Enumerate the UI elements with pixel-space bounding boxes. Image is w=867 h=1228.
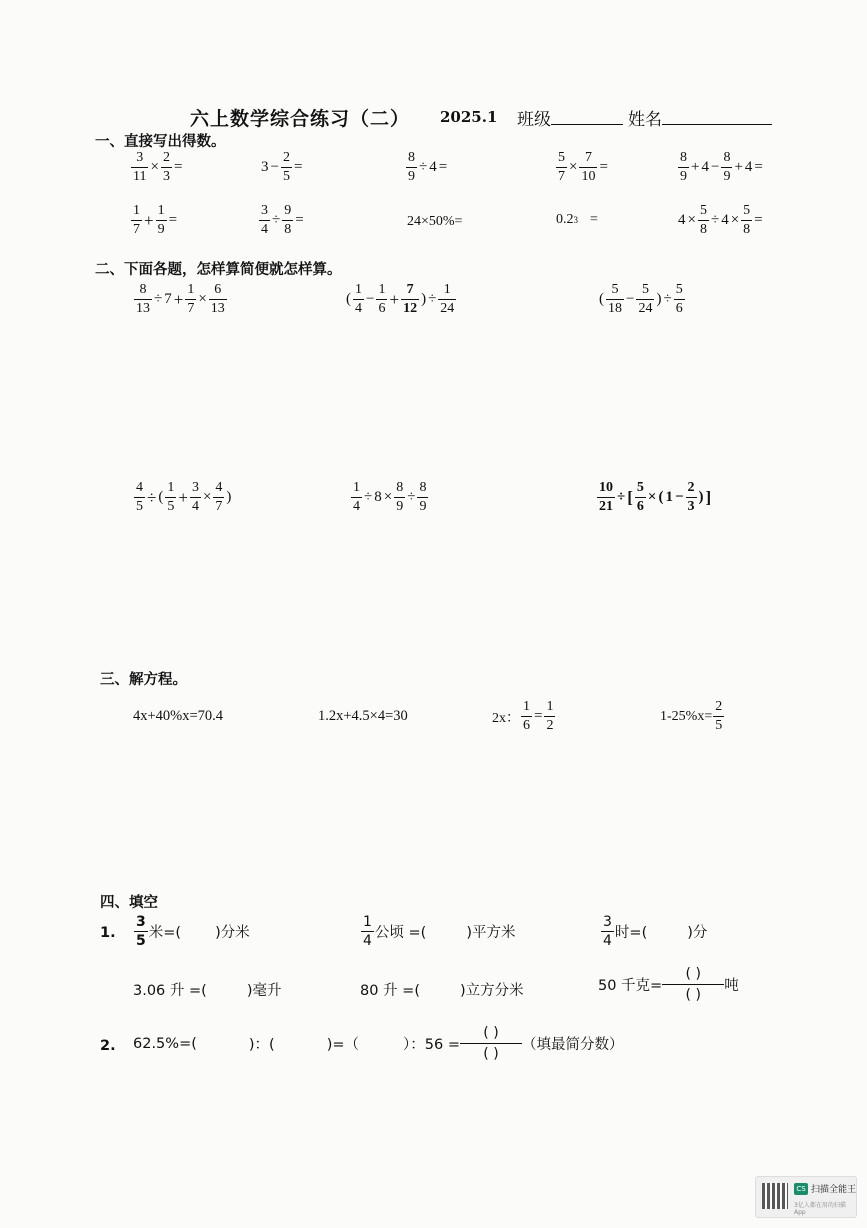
q1-b: 3 − $\frac{2}{5}$ =	[261, 150, 303, 184]
scanner-app-name: 扫描全能王	[811, 1185, 857, 1195]
q1-e: $\frac{8}{9}$ + 4 − $\frac{8}{9}$ + 4 =	[680, 150, 763, 184]
q2-f: $\frac{10}{21}$ ÷ [ $\frac{5}{6}$ × ( 1 − $\frac{2}{3}$ ) ]	[599, 480, 712, 514]
page-date: 2025.1	[440, 108, 498, 126]
name-field	[628, 105, 772, 130]
q4-r2a: 3.06 升 =( )毫升	[133, 983, 282, 999]
q1-f: $\frac{1}{7}$ + $\frac{1}{9}$ =	[133, 203, 178, 237]
q1-g: $\frac{3}{4}$ ÷ $\frac{9}{8}$ =	[261, 203, 304, 237]
q1-d: $\frac{5}{7}$ × $\frac{7}{10}$ =	[558, 150, 608, 184]
section-3-heading: 三、解方程。	[100, 672, 187, 688]
scanner-logo-icon: CS	[794, 1183, 808, 1195]
section-4-heading: 四、填空	[100, 895, 158, 911]
q1-i: 0.2 3 =	[556, 212, 598, 227]
q4-r1b: $\frac{1}{4}$ 公顷 =( )平方米	[363, 914, 516, 949]
q2-d: $\frac{4}{5}$ ÷ ( $\frac{1}{5}$ + $\frac{3}{4}$ × $\frac{4}{7}$ )	[136, 480, 232, 514]
class-label: 班级	[517, 110, 551, 130]
section-1-heading: 一、直接写出得数。	[95, 134, 226, 150]
q4-r2c: 50 千克= $\frac{( )}{( )}$ 吨	[598, 966, 739, 1003]
qr-code-icon	[762, 1183, 788, 1209]
scanner-watermark	[755, 1176, 857, 1218]
q2-a: $\frac{8}{13}$ ÷ 7 + $\frac{1}{7}$ × $\frac{6}{13}$	[136, 282, 225, 316]
q3-c: 2x： $\frac{1}{6}$ = $\frac{1}{2}$	[492, 699, 554, 733]
section-2-heading: 二、下面各题，怎样算简便就怎样算。	[95, 262, 342, 278]
name-blank	[662, 109, 772, 125]
q2-c: ( $\frac{5}{18}$ − $\frac{5}{24}$ ) ÷ $\frac{5}{6}$	[599, 282, 683, 316]
q1-j: 4 × $\frac{5}{8}$ ÷ 4 × $\frac{5}{8}$ =	[678, 203, 763, 237]
class-blank	[551, 109, 623, 125]
q3-d: 1-25%x= $\frac{2}{5}$	[660, 699, 723, 733]
q2-e: $\frac{1}{4}$ ÷ 8 × $\frac{8}{9}$ ÷ $\frac{8}{9}$	[353, 480, 427, 514]
page-title: 六上数学综合练习（二）	[190, 108, 411, 130]
q4-r2b: 80 升 =( )立方分米	[360, 983, 524, 999]
q4-r1c: $\frac{3}{4}$ 时=( )分	[603, 914, 708, 949]
q4-r3: 62.5%=( )：( )=（ ）：56 = $\frac{( )}{( )}$ （填最简分数）	[133, 1025, 624, 1062]
q1-c: $\frac{8}{9}$ ÷ 4 =	[408, 150, 448, 184]
q3-a: 4x+40%x=70.4	[133, 708, 224, 724]
q2-b: ( $\frac{1}{4}$ − $\frac{1}{6}$ + $\frac{7}{12}$ ) ÷ $\frac{1}{24}$	[346, 282, 455, 316]
q4-r1a: $\frac{3}{5}$ 米=( )分米	[136, 914, 250, 949]
q1-a: $\frac{3}{11}$ × $\frac{2}{3}$ =	[133, 150, 183, 184]
q1-h: 24×50%=	[407, 214, 463, 229]
scanner-tagline: 3亿人都在用的扫描App	[794, 1202, 846, 1216]
class-field	[517, 105, 623, 130]
item-2-number: 2.	[100, 1038, 116, 1054]
item-1-number: 1.	[100, 925, 116, 941]
q3-b: 1.2x+4.5×4=30	[318, 708, 408, 724]
name-label: 姓名	[628, 110, 662, 130]
